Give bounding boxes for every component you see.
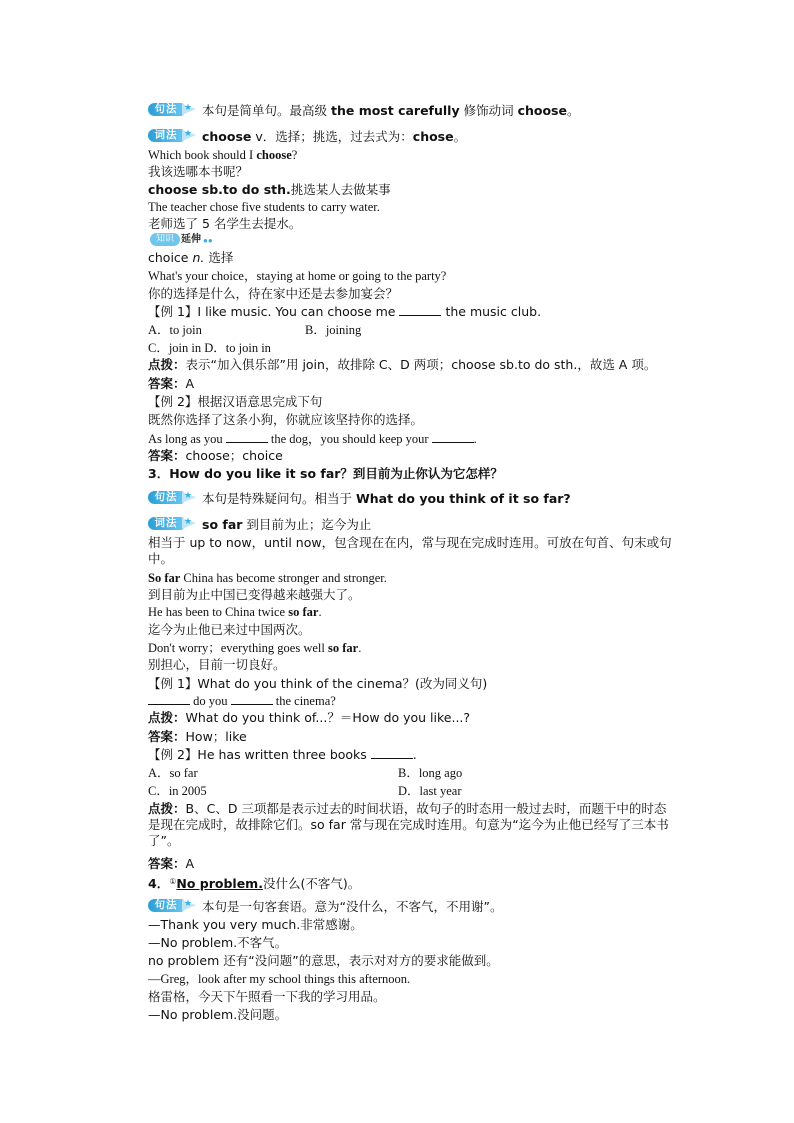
line-translation: 别担心，目前一切良好。 <box>148 657 286 672</box>
answer-blank <box>231 693 273 705</box>
answer-blank <box>226 431 268 443</box>
dots-icon: ●● <box>203 236 213 245</box>
star-icon: ★ <box>184 491 193 501</box>
line-phrase: choose sb.to do sth.挑选某人去做某事 <box>148 182 391 197</box>
exercise-1-question: 【例 1】What do you think of the cinema？(改为同义句) <box>148 676 488 691</box>
line-choice-def: choice n. 选择 <box>148 250 234 265</box>
syntax-tag: 句法 ★ <box>148 898 198 914</box>
hint-line: 点拨：What do you think of...？＝How do you like...? <box>148 710 471 725</box>
answer-blank <box>148 693 190 705</box>
line-example: He has been to China twice so far. <box>148 605 322 619</box>
exercise-options: A．so far B．long ago <box>148 766 463 780</box>
section-4-heading: 4．①No problem.没什么(不客气)。 <box>148 876 361 891</box>
line-sofar-def: 词法 ★ so far 到目前为止；迄今为止 <box>148 516 371 533</box>
exercise-1-question: 【例 1】I like music. You can choose me the music club. <box>148 304 542 319</box>
hint-line: 点拨：表示“加入俱乐部”用 join，故排除 C、D 两项；choose sb.to do sth.，故选 A 项。 <box>148 357 657 372</box>
section-3-heading: 3．How do you like it so far？到目前为止你认为它怎样？ <box>148 466 503 481</box>
line-dialogue: —Thank you very much.非常感谢。 <box>148 917 363 932</box>
answer-line: 答案：A <box>148 856 195 871</box>
line-dialogue: —No problem.不客气。 <box>148 935 288 950</box>
line-example: Don't worry；everything goes well so far. <box>148 641 362 655</box>
line-example: What's your choice，staying at home or going to the party? <box>148 269 447 283</box>
star-icon: ★ <box>184 899 193 909</box>
exercise-2-sentence: As long as you the dog，you should keep your . <box>148 432 477 446</box>
exercise-2-question: 【例 2】根据汉语意思完成下句 <box>148 394 323 409</box>
answer-line: 答案：A <box>148 376 195 391</box>
line-translation: 迄今为止他已来过中国两次。 <box>148 622 311 637</box>
lexis-tag: 词法 ★ <box>148 128 198 144</box>
star-icon: ★ <box>184 129 193 139</box>
exercise-options: C．join in D．to join in <box>148 341 271 355</box>
line-translation: 我该选哪本书呢？ <box>148 164 249 179</box>
line-translation: 到目前为止中国已变得越来越强大了。 <box>148 587 361 602</box>
exercise-2-question: 【例 2】He has written three books . <box>148 747 417 762</box>
exercise-options: A．to join B．joining <box>148 323 362 337</box>
answer-line: 答案：choose；choice <box>148 448 283 463</box>
hint-paragraph: 点拨：B、C、D 三项都是表示过去的时间状语，故句子的时态用一般过去时，而题干中的时态是现在完成时，故排除它们。so far 常与现在完成时连用。句意为“迄今为止他已经写了三本书了”。 <box>148 801 669 848</box>
line-translation: 既然你选择了这条小狗，你就应该坚持你的选择。 <box>148 412 424 427</box>
line-choose-def: 词法 ★ choose v．选择；挑选，过去式为：chose。 <box>148 128 466 145</box>
answer-blank <box>432 431 474 443</box>
line-note: no problem 还有“没问题”的意思，表示对对方的要求能做到。 <box>148 953 499 968</box>
answer-line: 答案：How；like <box>148 729 247 744</box>
paragraph-explanation: 相当于 up to now，until now，包含现在在内，常与现在完成时连用。可放在句首、句末或句中。 <box>148 535 672 566</box>
exercise-options: C．in 2005 D．last year <box>148 784 462 798</box>
line-translation: 老师选了 5 名学生去提水。 <box>148 216 302 231</box>
line-example: So far China has become stronger and stronger. <box>148 571 387 585</box>
knowledge-extension-tag: 知识 延伸 ●● <box>148 233 212 251</box>
line-translation: 你的选择是什么，待在家中还是去参加宴会？ <box>148 286 399 301</box>
answer-blank <box>371 747 413 759</box>
lexis-tag: 词法 ★ <box>148 516 198 532</box>
answer-blank <box>399 304 441 316</box>
syntax-tag: 句法 ★ <box>148 102 198 118</box>
syntax-tag: 句法 ★ <box>148 490 198 506</box>
line-dialogue: —Greg，look after my school things this afternoon. <box>148 972 411 986</box>
star-icon: ★ <box>184 103 193 113</box>
line-example: The teacher chose five students to carry water. <box>148 200 380 214</box>
line-example: Which book should I choose? <box>148 148 298 162</box>
line-dialogue: —No problem.没问题。 <box>148 1007 288 1022</box>
line-sentence-note: 句法 ★ 本句是简单句。最高级 the most carefully 修饰动词 choose。 <box>148 102 580 119</box>
line-sentence-note: 句法 ★ 本句是特殊疑问句。相当于 What do you think of it so far? <box>148 490 571 507</box>
star-icon: ★ <box>184 517 193 527</box>
line-sentence-note: 句法 ★ 本句是一句客套语。意为“没什么，不客气，不用谢”。 <box>148 898 502 915</box>
exercise-1-sentence: do you the cinema? <box>148 693 336 709</box>
line-translation: 格雷格，今天下午照看一下我的学习用品。 <box>148 989 386 1004</box>
